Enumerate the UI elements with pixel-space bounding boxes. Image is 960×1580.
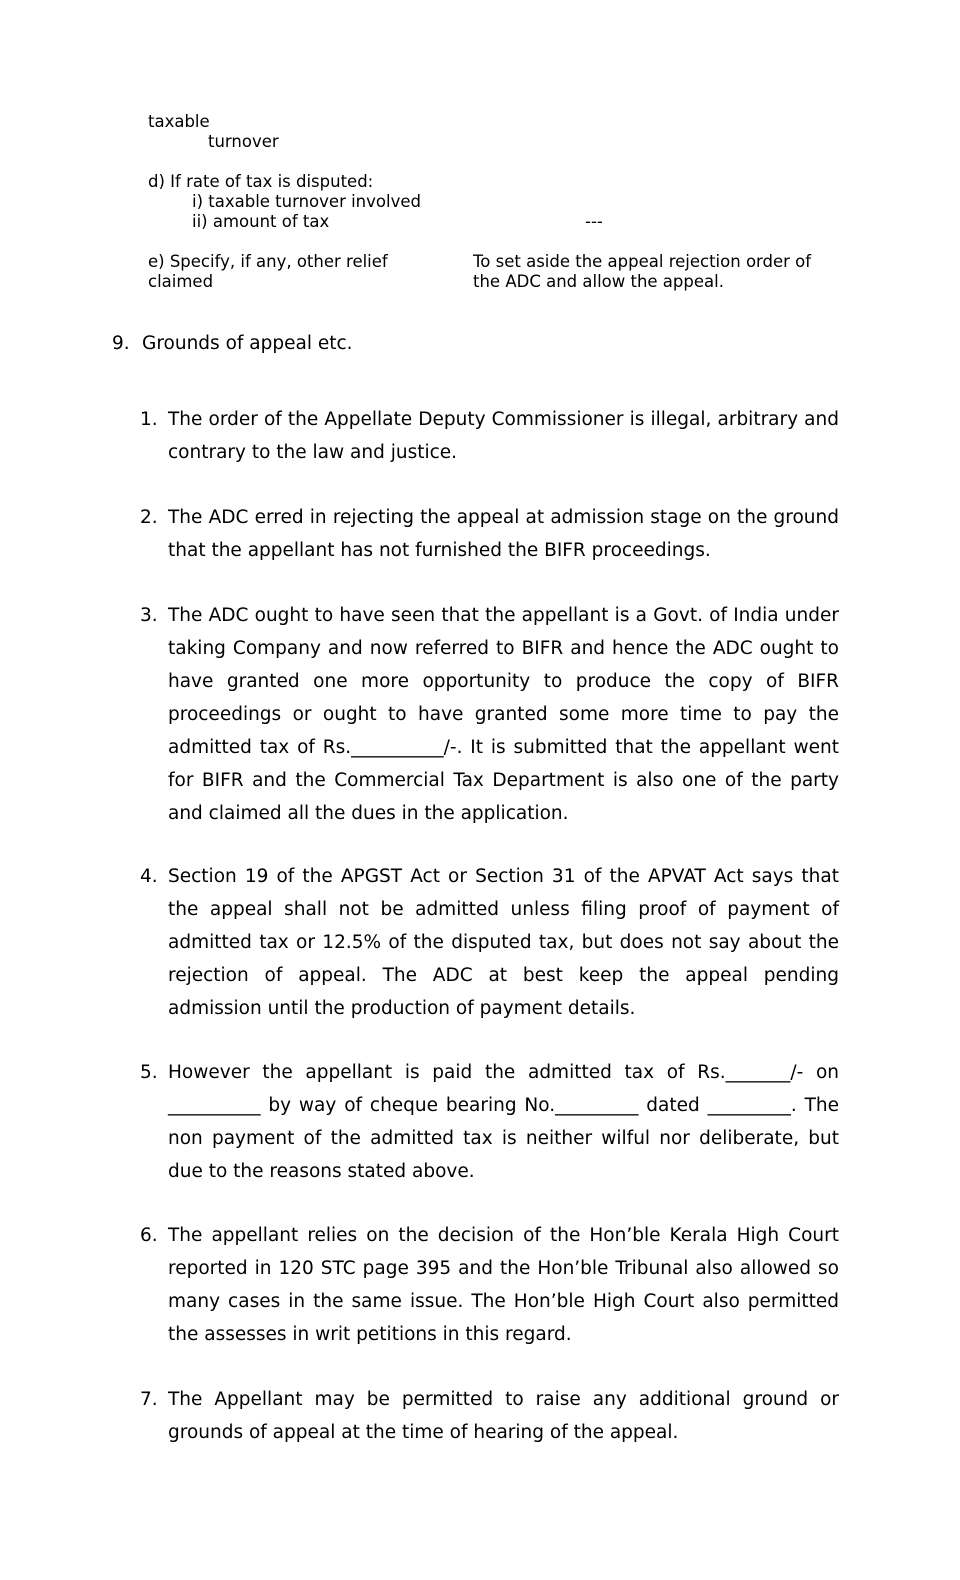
section-9-heading: Grounds of appeal etc. bbox=[142, 333, 353, 354]
item-d-heading: d) If rate of tax is disputed: bbox=[148, 172, 374, 191]
item-e-label-line1: e) Specify, if any, other relief bbox=[148, 252, 388, 271]
section-9-number: 9. bbox=[112, 333, 130, 354]
item-d-sub-ii: ii) amount of tax bbox=[192, 212, 330, 231]
ground-text: The ADC ought to have seen that the appellant is a Govt. of India under taking Company and now referred to BIFR and hence the ADC ought to have granted one more opportunity to produce the copy of BIFR proceedings or ought to have granted some more time to pay the admitted tax of Rs.__________/-. It is submitted that the appellant went for BIFR and the Commercial Tax Department is also one of the party and claimed all the dues in the application. bbox=[168, 605, 839, 824]
top-line-taxable: taxable bbox=[148, 112, 210, 131]
ground-text: The ADC erred in rejecting the appeal at admission stage on the ground that the appellant has not furnished the BIFR proceedings. bbox=[168, 507, 839, 561]
ground-number: 7. bbox=[140, 1389, 158, 1410]
item-d-value: --- bbox=[585, 212, 603, 231]
ground-number: 2. bbox=[140, 507, 158, 528]
ground-text: However the appellant is paid the admitted tax of Rs._______/- on __________ by way of cheque bearing No._________ dated _________. The non payment of the admitted tax is neither wilful nor deliberate, but due to the reasons stated above. bbox=[168, 1062, 839, 1182]
ground-text: The appellant relies on the decision of the Hon’ble Kerala High Court reported in 120 STC page 395 and the Hon’ble Tribunal also allowed so many cases in the same issue. The Hon’ble High Court also permitted the assesses in writ petitions in this regard. bbox=[168, 1225, 839, 1345]
ground-number: 6. bbox=[140, 1225, 158, 1246]
item-e-value-line1: To set aside the appeal rejection order of bbox=[473, 252, 812, 271]
item-e-label-line2: claimed bbox=[148, 272, 214, 291]
top-line-turnover: turnover bbox=[208, 132, 279, 151]
ground-text: Section 19 of the APGST Act or Section 31 of the APVAT Act says that the appeal shall not be admitted unless filing proof of payment of admitted tax or 12.5% of the disputed tax, but does not say about the rejection of appeal. The ADC at best keep the appeal pending admission until the production of payment details. bbox=[168, 866, 839, 1019]
ground-number: 4. bbox=[140, 866, 158, 887]
item-e-value-line2: the ADC and allow the appeal. bbox=[473, 272, 724, 291]
ground-number: 5. bbox=[140, 1062, 158, 1083]
ground-number: 3. bbox=[140, 605, 158, 626]
ground-number: 1. bbox=[140, 409, 158, 430]
ground-text: The order of the Appellate Deputy Commissioner is illegal, arbitrary and contrary to the law and justice. bbox=[168, 409, 839, 463]
ground-text: The Appellant may be permitted to raise any additional ground or grounds of appeal at the time of hearing of the appeal. bbox=[168, 1389, 839, 1443]
item-d-sub-i: i) taxable turnover involved bbox=[192, 192, 421, 211]
